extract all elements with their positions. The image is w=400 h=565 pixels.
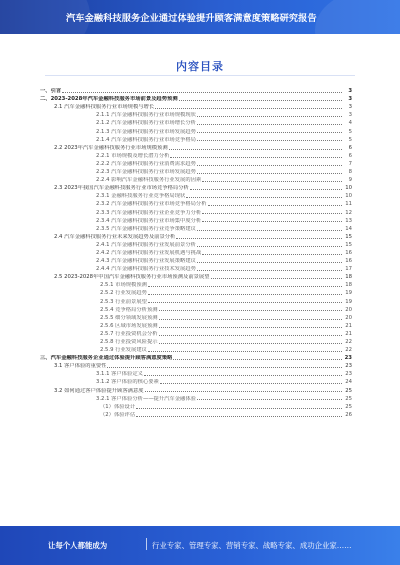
toc-page-number: 16: [345, 249, 352, 256]
toc-page-number: 3: [348, 104, 352, 111]
toc-entry[interactable]: [40, 135, 352, 143]
toc-page-number: 11: [345, 201, 352, 208]
toc-entry-text: 2.5.3 行业前景展望: [100, 298, 147, 305]
toc-page-number: 9: [348, 177, 352, 184]
toc-dot-leader: [173, 359, 342, 360]
toc-page-number: 18: [345, 274, 352, 281]
toc-entry-text: 2.3 2023年我国汽车金融科技服务行业市场竞争格局分析: [54, 185, 189, 192]
toc-entry-text: 2.3.1 金融科技服务行业竞争格局现状: [96, 193, 186, 200]
toc-entry[interactable]: [40, 394, 352, 402]
toc-entry[interactable]: [40, 143, 352, 151]
toc-dot-leader: [159, 343, 342, 344]
toc-entry-text: 3.2.1 客户体验分析——提升汽车金融体验: [96, 395, 196, 402]
toc-entry[interactable]: [40, 118, 352, 126]
toc-dot-leader: [202, 254, 342, 255]
toc-entry[interactable]: [40, 402, 352, 410]
toc-entry-text: 2.5.6 区域市场发展预测: [100, 322, 158, 329]
toc-entry[interactable]: [40, 216, 352, 224]
toc-entry[interactable]: [40, 86, 352, 94]
toc-entry[interactable]: [40, 159, 352, 167]
toc-entry-text: 2.5.8 行业投资风险提示: [100, 339, 158, 345]
toc-page-number: 3: [348, 112, 352, 119]
toc-entry-text: 2.3.5 汽车金融科技服务行业竞争策略建议: [96, 225, 196, 232]
toc-page-number: 13: [345, 217, 352, 224]
toc-entry[interactable]: [40, 288, 352, 296]
toc-dot-leader: [148, 294, 342, 295]
toc-dot-leader: [197, 124, 342, 125]
toc-entry-text: 2.5.9 行业发展建议: [100, 347, 147, 354]
toc-dot-leader: [145, 391, 342, 392]
toc-entry[interactable]: [40, 337, 352, 345]
toc-entry[interactable]: [40, 313, 352, 321]
toc-entry-text: （2）体验评估: [100, 411, 136, 418]
toc-entry-text: 2.5 2023-2028年中国汽车金融科技服务行业市场预测及前景展望: [54, 274, 210, 281]
toc-entry-text: 2.3.3 汽车金融科技服务行业企业竞争力分析: [96, 209, 202, 216]
toc-entry-text: 2.4 汽车金融科技服务行业未来发展趋势及前景分析: [54, 233, 176, 240]
toc-entry-text: （1）体验设计: [100, 403, 136, 410]
toc-dot-leader: [179, 100, 342, 101]
toc-entry[interactable]: [40, 410, 352, 418]
toc-entry[interactable]: [40, 361, 352, 369]
toc-entry[interactable]: [40, 353, 352, 361]
toc-entry-text: 2.5.4 竞争格局分析预测: [100, 306, 158, 313]
footer-slogan: 让每个人都能成为: [48, 541, 108, 550]
toc-dot-leader: [148, 286, 342, 287]
toc-entry[interactable]: [40, 240, 352, 248]
toc-dot-leader: [160, 383, 342, 384]
toc-dot-leader: [148, 351, 342, 352]
toc-page-number: 3: [348, 88, 352, 95]
toc-dot-leader: [144, 375, 342, 376]
toc-dot-leader: [155, 108, 342, 109]
toc-entry-text: 2.2.1 市场规模及增长潜力分析: [96, 152, 170, 159]
toc-page-number: 6: [348, 144, 352, 151]
toc-entry[interactable]: [40, 329, 352, 337]
page-footer: [0, 526, 400, 565]
toc-entry[interactable]: [40, 183, 352, 191]
toc-entry[interactable]: [40, 345, 352, 353]
toc-entry-text: 3.1 客户体验的重要性: [54, 363, 107, 370]
toc-page-number: 7: [348, 160, 352, 167]
toc-page-number: 6: [348, 152, 352, 159]
toc-entry-text: 3.1.2 客户体验的核心要素: [96, 379, 159, 386]
toc-page-number: 26: [345, 411, 352, 418]
toc-entry[interactable]: [40, 126, 352, 134]
toc-entry[interactable]: [40, 248, 352, 256]
toc-entry[interactable]: [40, 280, 352, 288]
toc-dot-leader: [190, 189, 342, 190]
toc-entry[interactable]: [40, 296, 352, 304]
toc-page-number: 21: [345, 330, 352, 337]
toc-page-number: 19: [345, 290, 352, 297]
toc-dot-leader: [169, 149, 342, 150]
toc-dot-leader: [170, 157, 342, 158]
toc-page-number: 5: [348, 128, 352, 135]
toc-entry-text: 2.1.4 汽车金融科技服务行业市场竞争格局: [96, 136, 196, 143]
toc-page-number: 16: [345, 258, 352, 265]
toc-page-number: 19: [345, 298, 352, 305]
toc-entry[interactable]: [40, 272, 352, 280]
toc-entry-text: 2.2 2023年汽车金融科技服务行业市场规模预测: [54, 144, 168, 151]
toc-dot-leader: [202, 213, 342, 214]
toc-entry-text: 2.1.1 汽车金融科技服务行业市场规模现状: [96, 112, 196, 119]
toc-entry-text: 2.1.2 汽车金融科技服务行业市场增长分析: [96, 120, 196, 127]
toc-page-number: 25: [345, 395, 352, 402]
toc-page-number: 8: [348, 169, 352, 176]
toc-dot-leader: [159, 319, 342, 320]
toc-page-number: 4: [348, 120, 352, 127]
toc-entry[interactable]: [40, 377, 352, 385]
toc-entry-text: 2.2.4 影响汽车金融科技服务行业发展的因素: [96, 177, 202, 184]
toc-entry[interactable]: [40, 264, 352, 272]
toc-dot-leader: [197, 270, 342, 271]
toc-title: 内容目录: [176, 60, 224, 73]
toc-entry-text: 一、引言: [40, 88, 62, 95]
report-title: 汽车金融科技服务企业通过体验提升顾客满意度策略研究报告: [66, 13, 317, 24]
toc-page-number: 24: [345, 379, 352, 386]
toc-entry-text: 2.2.3 汽车金融科技服务行业市场发展趋势: [96, 169, 196, 176]
toc-dot-leader: [186, 197, 342, 198]
toc-entry[interactable]: [40, 102, 352, 110]
toc-page-number: 3: [348, 96, 352, 103]
toc-page-number: 5: [348, 136, 352, 143]
toc-dot-leader: [159, 310, 342, 311]
toc-dot-leader: [148, 302, 342, 303]
toc-dot-leader: [62, 92, 342, 93]
toc-dot-leader: [159, 335, 342, 336]
toc-dot-leader: [197, 262, 342, 263]
footer-tagline: 行业专家、管理专家、营销专家、战略专家、成功企业家……: [152, 541, 352, 550]
toc-entry[interactable]: [40, 369, 352, 377]
toc-entry-text: 2.2.2 汽车金融科技服务行业消费需求趋势: [96, 160, 196, 167]
toc-entry-text: 2.1 汽车金融科技服务行业市场规模与增长: [54, 104, 155, 111]
report-header: [0, 0, 400, 34]
toc-page-number: 12: [345, 209, 352, 216]
toc-entry[interactable]: [40, 224, 352, 232]
table-of-contents: [40, 86, 352, 418]
toc-dot-leader: [197, 399, 342, 400]
toc-page-number: 21: [345, 322, 352, 329]
toc-entry-text: 2.3.4 汽车金融科技服务行业市场集中度分析: [96, 217, 202, 224]
toc-page-number: 22: [345, 339, 352, 345]
toc-entry-text: 2.4.3 汽车金融科技服务行业发展策略建议: [96, 258, 196, 265]
toc-entry-text: 2.5.2 行业发展趋势: [100, 290, 147, 297]
toc-entry[interactable]: [40, 256, 352, 264]
toc-entry-text: 2.5.1 市场规模预测: [100, 282, 147, 289]
toc-entry[interactable]: [40, 167, 352, 175]
toc-entry[interactable]: [40, 175, 352, 183]
toc-entry[interactable]: [40, 305, 352, 313]
toc-dot-leader: [176, 238, 342, 239]
toc-dot-leader: [197, 116, 342, 117]
toc-entry-text: 2.4.4 汽车金融科技服务行业技术发展趋势: [96, 266, 196, 273]
toc-entry-text: 2.1.3 汽车金融科技服务行业市场发展趋势: [96, 128, 196, 135]
toc-entry-text: 2.3.2 汽车金融科技服务行业市场竞争格局分析: [96, 201, 207, 208]
toc-dot-leader: [197, 140, 342, 141]
toc-entry-text: 2.5.7 行业投资机会分析: [100, 330, 158, 337]
toc-entry[interactable]: [40, 321, 352, 329]
toc-page-number: 23: [345, 363, 352, 370]
toc-entry[interactable]: [40, 199, 352, 207]
toc-entry[interactable]: [40, 232, 352, 240]
toc-page-number: 15: [345, 233, 352, 240]
toc-dot-leader: [211, 278, 342, 279]
toc-page-number: 20: [345, 314, 352, 321]
toc-page-number: 18: [345, 282, 352, 289]
toc-dot-leader: [136, 408, 342, 409]
toc-page-number: 10: [345, 193, 352, 200]
footer-divider: [146, 538, 147, 550]
toc-entry-text: 2.4.1 汽车金融科技服务行业发展前景分析: [96, 241, 196, 248]
toc-page-number: 10: [345, 185, 352, 192]
toc-dot-leader: [208, 205, 342, 206]
toc-page-number: 22: [345, 347, 352, 354]
toc-entry[interactable]: [40, 385, 352, 393]
toc-page-number: 25: [345, 387, 352, 394]
toc-dot-leader: [136, 416, 342, 417]
toc-entry[interactable]: [40, 207, 352, 215]
toc-page-number: 17: [345, 266, 352, 273]
toc-entry-text: 3.1.1 客户体验定义: [96, 371, 143, 378]
toc-dot-leader: [159, 327, 342, 328]
toc-entry[interactable]: [40, 151, 352, 159]
toc-page-number: 14: [345, 225, 352, 232]
toc-title-divider: [45, 75, 355, 76]
toc-entry-text: 二、2023-2028年汽车金融科技服务市场前景及趋势预测: [40, 96, 178, 103]
toc-entry-text: 三、汽车金融科技服务企业通过体验提升顾客满意度策略: [40, 355, 173, 362]
toc-dot-leader: [197, 246, 342, 247]
toc-entry[interactable]: [40, 110, 352, 118]
toc-page-number: 23: [345, 371, 352, 378]
toc-dot-leader: [197, 173, 342, 174]
toc-dot-leader: [202, 221, 342, 222]
toc-dot-leader: [202, 181, 342, 182]
toc-page-number: 20: [345, 306, 352, 313]
toc-entry-text: 2.5.5 细分领域发展预测: [100, 314, 158, 321]
toc-dot-leader: [107, 367, 342, 368]
toc-page-number: 25: [345, 403, 352, 410]
toc-entry[interactable]: [40, 94, 352, 102]
toc-entry[interactable]: [40, 191, 352, 199]
toc-entry-text: 2.4.2 汽车金融科技服务行业发展机遇与挑战: [96, 249, 202, 256]
toc-page-number: 15: [345, 241, 352, 248]
toc-page-number: 23: [344, 355, 352, 362]
toc-dot-leader: [197, 132, 342, 133]
toc-dot-leader: [197, 230, 342, 231]
toc-dot-leader: [197, 165, 342, 166]
toc-entry-text: 3.2 如何通过客户体验提升顾客满意度: [54, 387, 144, 394]
